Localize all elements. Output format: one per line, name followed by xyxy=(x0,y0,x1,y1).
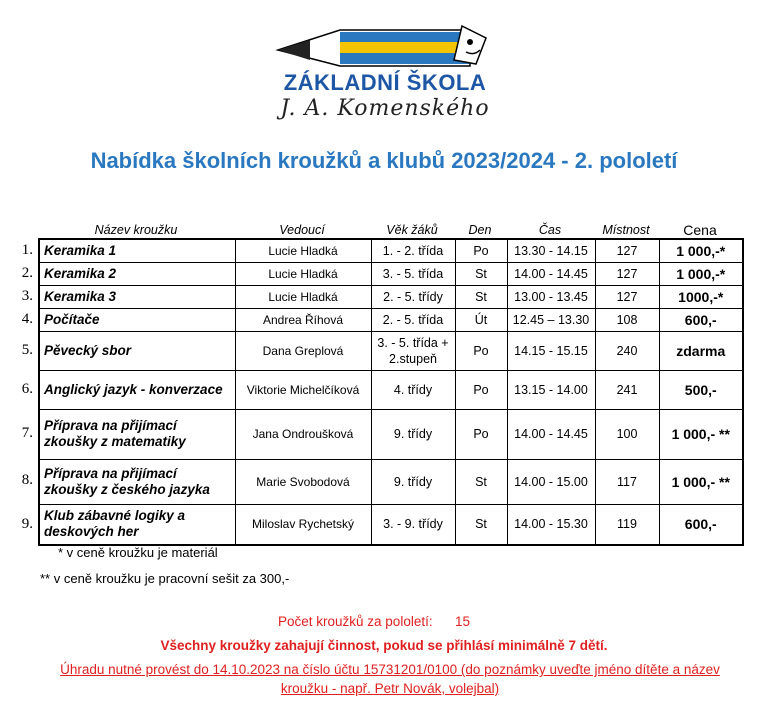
table-row xyxy=(39,331,743,370)
table-row xyxy=(39,459,743,504)
table-row xyxy=(39,239,743,262)
course-name: Keramika 2 xyxy=(39,262,235,285)
course-time: 13.15 - 14.00 xyxy=(507,370,595,409)
pencil-logo-icon xyxy=(270,20,500,76)
course-price: 1 000,-* xyxy=(659,262,743,285)
course-leader: Viktorie Michelčíková xyxy=(235,370,371,409)
page-title: Nabídka školních kroužků a klubů 2023/2024 - 2. pololetí xyxy=(90,148,678,173)
course-price: 1 000,-* xyxy=(659,239,743,262)
course-day: St xyxy=(455,262,507,285)
minimum-participants-note: Všechny kroužky zahajují činnost, pokud se přihlásí minimálně 7 dětí. xyxy=(160,638,608,653)
row-number: 2. xyxy=(21,265,33,281)
course-age: 3. - 9. třídy xyxy=(371,504,455,545)
course-age: 3. - 5. třída xyxy=(371,262,455,285)
footnote-workbook: ** v ceně kroužku je pracovní sešit za 300,- xyxy=(40,571,290,586)
course-time: 14.00 - 14.45 xyxy=(507,409,595,459)
logo-title: ZÁKLADNÍ ŠKOLA xyxy=(283,70,487,95)
footnote-material: * v ceně kroužku je materiál xyxy=(58,545,218,560)
course-name: Keramika 3 xyxy=(39,285,235,308)
course-price: 600,- xyxy=(659,308,743,331)
course-time: 12.45 – 13.30 xyxy=(507,308,595,331)
course-day: Po xyxy=(455,331,507,370)
table-row xyxy=(39,285,743,308)
course-time: 14.15 - 15.15 xyxy=(507,331,595,370)
course-room: 241 xyxy=(595,370,659,409)
col-header-room: Místnost xyxy=(602,223,650,237)
table-row xyxy=(39,504,743,545)
col-header-age: Věk žáků xyxy=(386,223,438,237)
course-name: Příprava na přijímací zkoušky z matematiky xyxy=(39,409,235,459)
course-leader: Miloslav Rychetský xyxy=(235,504,371,545)
school-logo xyxy=(270,20,500,130)
course-day: St xyxy=(455,285,507,308)
course-age: 9. třídy xyxy=(371,459,455,504)
course-time: 13.30 - 14.15 xyxy=(507,239,595,262)
course-leader: Lucie Hladká xyxy=(235,285,371,308)
course-leader: Lucie Hladká xyxy=(235,239,371,262)
table-row xyxy=(39,308,743,331)
course-leader: Jana Ondroušková xyxy=(235,409,371,459)
course-price: 1 000,- ** xyxy=(659,459,743,504)
course-name: Počítače xyxy=(39,308,235,331)
course-name: Příprava na přijímací zkoušky z českého jazyka xyxy=(39,459,235,504)
course-room: 100 xyxy=(595,409,659,459)
table-row xyxy=(39,370,743,409)
course-age: 1. - 2. třída xyxy=(371,239,455,262)
course-leader: Dana Greplová xyxy=(235,331,371,370)
course-price: 600,- xyxy=(659,504,743,545)
row-number: 4. xyxy=(21,311,33,327)
row-number: 9. xyxy=(21,516,33,532)
course-name: Pěvecký sbor xyxy=(39,331,235,370)
course-leader: Marie Svobodová xyxy=(235,459,371,504)
row-number: 8. xyxy=(21,472,33,488)
course-age: 4. třídy xyxy=(371,370,455,409)
course-room: 240 xyxy=(595,331,659,370)
course-time: 14.00 - 15.30 xyxy=(507,504,595,545)
course-room: 127 xyxy=(595,239,659,262)
col-header-day: Den xyxy=(468,223,492,237)
course-day: Po xyxy=(455,370,507,409)
course-room: 108 xyxy=(595,308,659,331)
course-age: 3. - 5. třída + 2.stupeň xyxy=(371,331,455,370)
payment-instructions: Úhradu nutné provést do 14.10.2023 na číslo účtu 15731201/0100 (do poznámky uveďte jméno dítěte a název kroužku - např. Petr Novák, volejbal) xyxy=(60,662,720,696)
course-name: Klub zábavné logiky a deskových her xyxy=(39,504,235,545)
course-day: Po xyxy=(455,409,507,459)
course-age: 9. třídy xyxy=(371,409,455,459)
course-time: 13.00 - 13.45 xyxy=(507,285,595,308)
col-header-name: Název kroužku xyxy=(94,223,178,237)
row-number: 6. xyxy=(21,381,33,397)
course-room: 119 xyxy=(595,504,659,545)
course-price: 500,- xyxy=(659,370,743,409)
course-day: Út xyxy=(455,308,507,331)
col-header-price: Cena xyxy=(683,222,717,238)
course-day: St xyxy=(455,504,507,545)
table-row xyxy=(39,409,743,459)
course-price: zdarma xyxy=(659,331,743,370)
row-number: 5. xyxy=(21,342,33,358)
course-price: 1000,-* xyxy=(659,285,743,308)
course-room: 127 xyxy=(595,262,659,285)
table-row xyxy=(39,262,743,285)
course-price: 1 000,- ** xyxy=(659,409,743,459)
col-header-time: Čas xyxy=(538,223,562,237)
course-leader: Lucie Hladká xyxy=(235,262,371,285)
course-count-label: Počet kroužků za pololetí: xyxy=(278,614,433,629)
course-day: Po xyxy=(455,239,507,262)
course-day: St xyxy=(455,459,507,504)
course-room: 117 xyxy=(595,459,659,504)
course-name: Keramika 1 xyxy=(39,239,235,262)
col-header-leader: Vedoucí xyxy=(279,223,325,237)
course-count-value: 15 xyxy=(455,614,471,629)
course-time: 14.00 - 15.00 xyxy=(507,459,595,504)
course-time: 14.00 - 14.45 xyxy=(507,262,595,285)
course-name: Anglický jazyk - konverzace xyxy=(39,370,235,409)
course-age: 2. - 5. třídy xyxy=(371,285,455,308)
courses-table xyxy=(38,238,744,546)
row-number: 7. xyxy=(21,425,33,441)
row-number: 1. xyxy=(21,242,33,258)
course-age: 2. - 5. třída xyxy=(371,308,455,331)
course-room: 127 xyxy=(595,285,659,308)
logo-signature: J. A. Komenského xyxy=(280,96,490,121)
row-number: 3. xyxy=(21,288,33,304)
course-leader: Andrea Říhová xyxy=(235,308,371,331)
